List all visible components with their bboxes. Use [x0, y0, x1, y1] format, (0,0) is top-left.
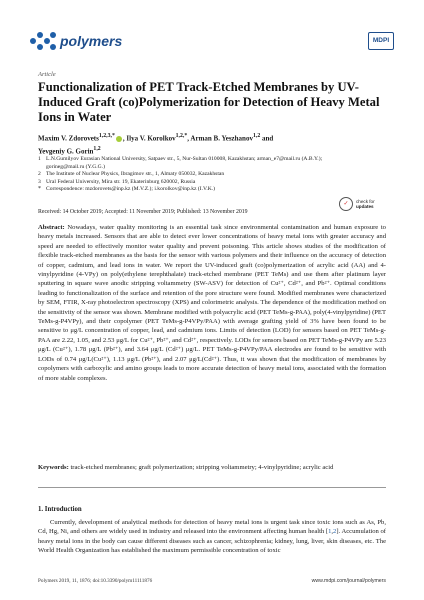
affiliation-number: *	[38, 186, 41, 193]
check-for-updates-button[interactable]	[339, 197, 375, 211]
section-divider	[38, 487, 386, 488]
abstract-text: Nowadays, water quality monitoring is an essential task since environmental contamination and human exposure to heavy metals increased. Sensors that are able to detect ever lower concentrations of heavy metal ions with greater accuracy and speed are needed to effectively monitor water quality and prevent poisoning. This article shows studies of the modification of flexible track-etched membranes as the basis for the sensor with various polymers and their influence on the accuracy of detection of copper, cadmium, and lead ions in water. We report the UV-induced graft (co)polymerization of acrylic acid (AA) and 4-vinylpyridine (4-VPy) on poly(ethylene terephthalate) track-etched membrane (PET TeMs) and use them after platinum layer sputtering in square wave anodic stripping voltammetry (SW-ASV) for detection of Cu²⁺, Cd²⁺, and Pb²⁺. Optimal conditions leading to functionalization of the surface and retention of the pore structure were found. Modified membranes were characterized by SEM, FTIR, X-ray photoelectron spectroscopy (XPS) and colorimetric analysis. The dependence of the modification method on the sensitivity of the sensor was shown. Membrane modified with polyacrylic acid (PET TeMs-g-PAA), poly(4-vinylpyridine) (PET TeMs-g-P4VPy), and their copolymer (PET TeMs-g-P4VPy/PAA) with average grafting yield of 3% have been found to be sensitive to μg/L concentration of copper, lead, and cadmium ions. Limits of detection (LOD) for sensors based on PET TeMs-g-PAA are 2.22, 1.05, and 2.53 μg/L for Cu²⁺, Pb²⁺, and Cd²⁺, respectively. LODs for sensors based on PET TeMs-g-P4VPy are 5.23 μg/L (Cu²⁺), 1.78 μg/L (Pb²⁺), and 3.64 μg/L (Cd²⁺) μg/L. PET TeMs-g-P4VPy/PAA electrodes are found to be sensitive with LODs of 0.74 μg/L(Cu²⁺), 1.13 μg/L (Pb²⁺), and 2.07 μg/L(Cd²⁺). Thus, it was shown that the modification of membranes by copolymers with carboxylic and amino groups leads to more accurate detection of heavy metal ions, associated with the formation of more stable complexes.	[38, 224, 386, 382]
intro-text: ]. Accumulation of heavy metal ions in the body can cause different diseases such as cancer, schizophrenia; kidney, lung, liver, skin diseases, etc. The World Health Organization has established the maximum permissible concentration of toxic	[38, 528, 387, 554]
correspondence-item	[38, 186, 328, 194]
affiliation-number: 3	[38, 178, 41, 185]
citation-link[interactable]: 2	[333, 528, 337, 536]
polymers-dots-icon	[30, 30, 56, 52]
footer-citation: Polymers 2019, 11, 1876; doi:10.3390/polym11111876	[38, 578, 153, 584]
author-name[interactable]: Ilya V. Korolkov	[126, 134, 176, 143]
abstract-label: Abstract:	[38, 224, 65, 231]
author-affil-sup: 1,2,3,*	[98, 133, 115, 139]
correspondence-text: Correspondence: mzdorovets@inp.kz (M.V.Z.); i.korolkov@inp.kz (I.V.K.)	[46, 186, 216, 193]
keywords-label: Keywords:	[38, 464, 69, 471]
affiliations	[38, 156, 328, 194]
keywords-text: track-etched membranes; graft polymerization; stripping voltammetry; 4-vinylpyridine; acrylic acid	[70, 464, 334, 471]
affiliation-number: 1	[38, 156, 41, 162]
author-name[interactable]: Arman B. Yeszhanov	[190, 134, 253, 143]
keywords	[38, 463, 386, 472]
citation-separator: ,	[331, 528, 334, 536]
check-updates-line2: updates	[356, 204, 374, 209]
author-and: and	[262, 134, 274, 143]
check-updates-icon: ✓	[339, 197, 353, 211]
affiliation-text: L.N.Gumilyov Eurasian National University, Satpaev str., 5, Nur-Sultan 010008, Kazakhstan; arman_e7@mail.ru (A.B.Y.); gorineg@mail.ru (Y.G.G.)	[46, 156, 323, 170]
author-name[interactable]: Maxim V. Zdorovets	[38, 134, 99, 143]
affiliation-text: Ural Federal University, Mira str. 19, Ekaterinburg 620002, Russia	[46, 178, 196, 185]
publication-dates: Received: 14 October 2019; Accepted: 11 November 2019; Published: 13 November 2019	[38, 209, 248, 215]
affiliation-number: 2	[38, 171, 41, 178]
affiliation-item	[38, 156, 328, 171]
section-heading: 1. Introduction	[38, 506, 82, 513]
introduction-paragraph	[38, 518, 386, 555]
article-type: Article	[38, 71, 56, 78]
publisher-logo[interactable]: MDPI	[368, 32, 394, 50]
journal-name: polymers	[60, 33, 123, 49]
author-name[interactable]: Yevgeniy G. Gorin	[38, 147, 94, 156]
paper-title: Functionalization of PET Track-Etched Membranes by UV-Induced Graft (co)Polymerization for Detection of Heavy Metal Ions in Water	[38, 80, 380, 124]
journal-logo[interactable]	[30, 30, 122, 52]
affiliation-item	[38, 171, 328, 179]
check-updates-line1: check for	[356, 199, 375, 204]
author-list: Maxim V. Zdorovets$^{1,2,3,*}$ , Ilya V. Korolkov$^{1,2,*}$, Arman B. Yeszhanov$^{1,2}$ and Yevgeniy G. Gorin$^{1,2}$	[38, 133, 274, 156]
author-affil-sup: 1,2,*	[175, 133, 188, 139]
author-affil-sup: 1,2	[252, 133, 261, 139]
footer-url[interactable]: www.mdpi.com/journal/polymers	[311, 578, 386, 584]
author-affil-sup: 1,2	[93, 146, 101, 153]
affiliation-text: The Institute of Nuclear Physics, Ibragimov str., 1, Almaty 050032, Kazakhstan	[46, 171, 225, 178]
citation-link[interactable]: 1	[328, 528, 332, 536]
intro-text: Currently, development of analytical methods for detection of heavy metal ions is urgent task since toxic ions such as As, Pb, Cd, Hg, Ni, and others are widely used in industry and released into the environment affecting human health [	[38, 519, 386, 536]
abstract	[38, 223, 386, 383]
orcid-icon[interactable]	[116, 136, 122, 142]
